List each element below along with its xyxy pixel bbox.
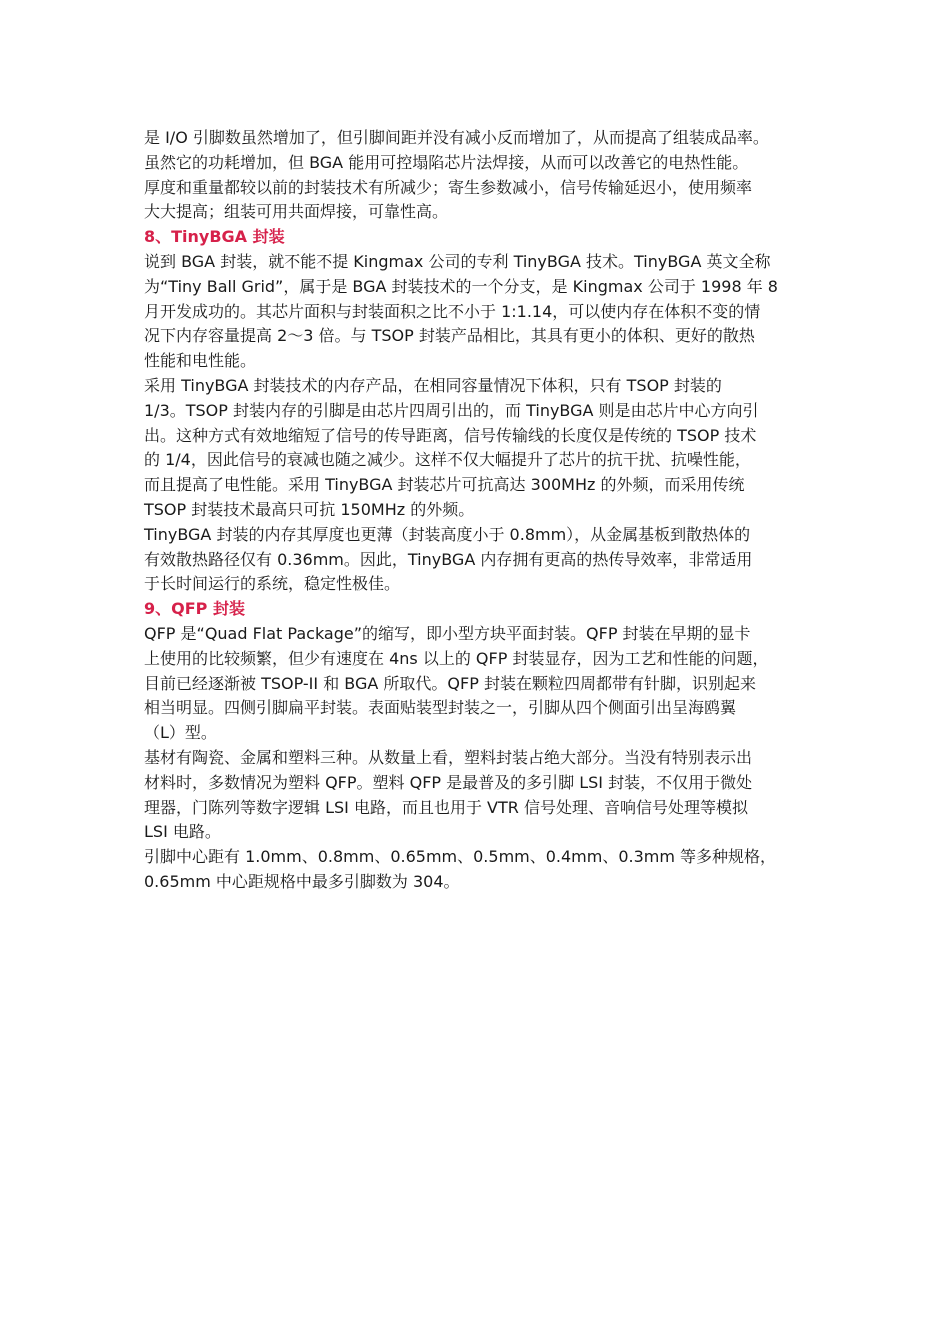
text-line: 1/3。TSOP 封装内存的引脚是由芯片四周引出的，而 TinyBGA 则是由芯片中心方向引 [144, 400, 759, 420]
text-line: TinyBGA 封装的内存其厚度也更薄（封装高度小于 0.8mm），从金属基板到散热体的 [144, 524, 751, 544]
tinybga-paragraph-1 [144, 250, 816, 374]
text-line: 0.65mm 中心距规格中最多引脚数为 304。 [144, 871, 460, 891]
text-line: TSOP 封装技术最高只可抗 150MHz 的外频。 [144, 499, 475, 519]
text-line: 况下内存容量提高 2～3 倍。与 TSOP 封装产品相比，其具有更小的体积、更好的散热 [144, 326, 755, 346]
tinybga-paragraph-2 [144, 374, 816, 523]
text-line: 是 I/O 引脚数虽然增加了，但引脚间距并没有减小反而增加了，从而提高了组装成品率。 [144, 128, 769, 147]
text-line: 月开发成功的。其芯片面积与封装面积之比不小于 1:1.14，可以使内存在体积不变的情 [144, 301, 761, 321]
text-line: 的 1/4，因此信号的衰减也随之减少。这样不仅大幅提升了芯片的抗干扰、抗噪性能， [144, 450, 751, 470]
text-line: LSI 电路。 [144, 822, 221, 842]
text-line: 理器，门陈列等数字逻辑 LSI 电路，而且也用于 VTR 信号处理、音响信号处理等模拟 [144, 797, 748, 817]
section-heading-tinybga: 8、TinyBGA 封装 [144, 227, 285, 247]
text-line: 上使用的比较频繁，但少有速度在 4ns 以上的 QFP 封装显存，因为工艺和性能的问题， [144, 648, 769, 668]
text-line: 虽然它的功耗增加，但 BGA 能用可控塌陷芯片法焊接，从而可以改善它的电热性能。 [144, 152, 749, 172]
text-line: 有效散热路径仅有 0.36mm。因此，TinyBGA 内存拥有更高的热传导效率，非常适用 [144, 549, 753, 569]
text-line: 厚度和重量都较以前的封装技术有所减少；寄生参数减小，信号传输延迟小，使用频率 [144, 177, 753, 197]
text-line: 出。这种方式有效地缩短了信号的传导距离，信号传输线的长度仅是传统的 TSOP 技术 [144, 425, 757, 445]
text-line: （L）型。 [144, 723, 217, 743]
text-line: 目前已经逐渐被 TSOP-II 和 BGA 所取代。QFP 封装在颗粒四周都带有针脚，识别起来 [144, 673, 756, 693]
text-line: 相当明显。四侧引脚扁平封装。表面贴装型封装之一，引脚从四个侧面引出呈海鸥翼 [144, 698, 737, 718]
text-line: QFP 是“Quad Flat Package”的缩写，即小型方块平面封装。QFP 封装在早期的显卡 [144, 623, 751, 643]
text-line: 为“Tiny Ball Grid”，属于是 BGA 封装技术的一个分支，是 Kingmax 公司于 1998 年 8 [144, 276, 778, 296]
text-line: 基材有陶瓷、金属和塑料三种。从数量上看，塑料封装占绝大部分。当没有特别表示出 [144, 747, 753, 767]
text-line: 而且提高了电性能。采用 TinyBGA 封装芯片可抗高达 300MHz 的外频，而采用传统 [144, 475, 745, 495]
text-line: 材料时，多数情况为塑料 QFP。塑料 QFP 是最普及的多引脚 LSI 封装，不仅用于微处 [144, 772, 753, 792]
section-heading-qfp: 9、QFP 封装 [144, 599, 245, 619]
document-body [144, 126, 816, 895]
qfp-paragraph-1 [144, 622, 816, 746]
text-line: 性能和电性能。 [144, 351, 257, 371]
qfp-paragraph-3 [144, 845, 816, 895]
text-line: 说到 BGA 封装，就不能不提 Kingmax 公司的专利 TinyBGA 技术。TinyBGA 英文全称 [144, 251, 771, 271]
text-line: 采用 TinyBGA 封装技术的内存产品，在相同容量情况下体积，只有 TSOP 封装的 [144, 375, 722, 395]
text-line: 于长时间运行的系统，稳定性极佳。 [144, 574, 401, 594]
text-line: 引脚中心距有 1.0mm、0.8mm、0.65mm、0.5mm、0.4mm、0.3mm 等多种规格， [144, 847, 777, 867]
qfp-paragraph-2 [144, 746, 816, 845]
tinybga-paragraph-3 [144, 523, 816, 597]
intro-paragraph [144, 126, 816, 225]
text-line: 大大提高；组装可用共面焊接，可靠性高。 [144, 202, 449, 222]
